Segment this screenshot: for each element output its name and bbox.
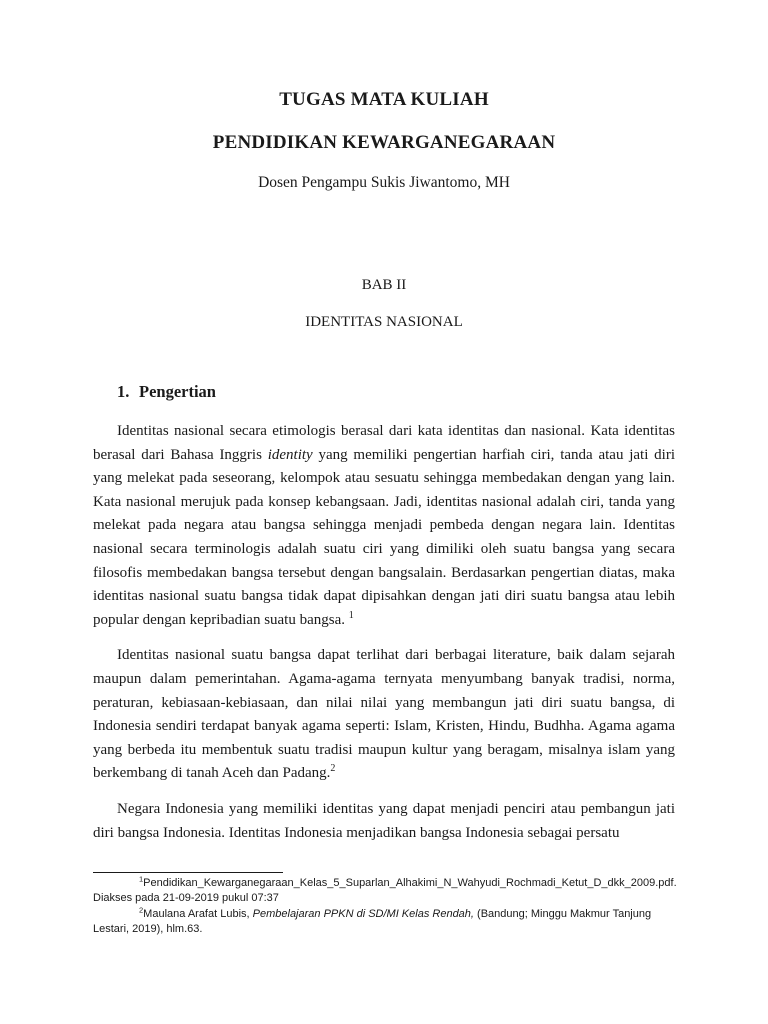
section-title: Pengertian <box>139 382 216 401</box>
footnote-2-marker: 2 <box>139 905 144 915</box>
footnote-ref-2[interactable]: 2 <box>330 763 336 775</box>
footnote-ref-1[interactable]: 1 <box>348 609 354 621</box>
footnote-2 <box>93 907 675 938</box>
section-heading <box>117 382 216 402</box>
chapter-label: BAB II <box>361 277 407 293</box>
course-title: PENDIDIKAN KEWARGANEGARAAN <box>212 132 556 153</box>
paragraph-2-text: Identitas nasional suatu bangsa dapat terlihat dari berbagai literature, baik dalam sejarah maupun dalam pemerintahan. Agama-agama ternyata menyumbang banyak tradisi, norma, peraturan, kebiasaan-kebiasaan, dan nilai nilai yang membangun jati diri suatu bangsa, di Indonesia sendiri terdapat banyak agama seperti: Islam, Kristen, Hindu, Budhha. Agama agama yang berbeda itu membentuk suatu tradisi maupun kultur yang beragam, misalnya islam yang berkembang di tanah Aceh dan Padang. <box>93 647 675 782</box>
footnotes <box>93 876 675 938</box>
paragraph-2 <box>93 644 675 786</box>
footnote-1-text: Pendidikan_Kewarganegaraan_Kelas_5_Suparlan_Alhakimi_N_Wahyudi_Rochmadi_Ketut_D_dkk_2009.pdf. Diakses pada 21-09-2019 pukul 07:37 <box>93 877 677 905</box>
footnote-2-publication: (Bandung; Minggu Makmur Tanjung Lestari, 2019), hlm.63. <box>93 907 652 936</box>
paragraph-1-text-a: Identitas nasional secara etimologis berasal dari kata identitas dan nasional. Kata identitas berasal dari Bahasa Inggris <box>93 423 675 463</box>
paragraph-1-text-b: yang memiliki pengertian harfiah ciri, tanda atau jati diri yang melekat pada seseorang, kelompok atau sesuatu sehingga membedakan dengan yang lain. Kata nasional merujuk pada konsep kebangsaan. Jadi, identitas nasional adalah ciri, tanda yang melekat pada negara atau bangsa sehingga menjadi pembeda dengan negara lain. Identitas nasional secara terminologis adalah suatu ciri yang dimiliki oleh suatu bangsa yang secara filosofis membedakan bangsa tersebut dengan bangsalain. Berdasarkan pengertian diatas, maka identitas nasional suatu bangsa tidak dapat dipisahkan dengan jati diri suatu bangsa atau lebih popular dengan kepribadian suatu bangsa. <box>93 446 675 628</box>
paragraph-1 <box>93 420 675 632</box>
document-title: TUGAS MATA KULIAH <box>279 89 489 110</box>
paragraph-3-text: Negara Indonesia yang memiliki identitas yang dapat menjadi penciri atau pembangun jati diri bangsa Indonesia. Identitas Indonesia menjadikan bangsa Indonesia sebagai persatu <box>93 800 675 841</box>
paragraph-1-italic-term: identity <box>267 446 313 463</box>
footnote-2-author: Maulana Arafat Lubis, <box>143 907 253 920</box>
lecturer-line: Dosen Pengampu Sukis Jiwantomo, MH <box>258 174 510 191</box>
chapter-title: IDENTITAS NASIONAL <box>305 314 463 330</box>
footnote-1-marker: 1 <box>139 874 144 884</box>
paragraph-3 <box>93 798 675 845</box>
footnote-divider <box>93 872 283 873</box>
body-text <box>93 420 675 857</box>
section-number: 1. <box>117 382 130 401</box>
footnote-1 <box>93 876 675 907</box>
footnote-2-book-title: Pembelajaran PPKN di SD/MI Kelas Rendah, <box>252 907 474 920</box>
